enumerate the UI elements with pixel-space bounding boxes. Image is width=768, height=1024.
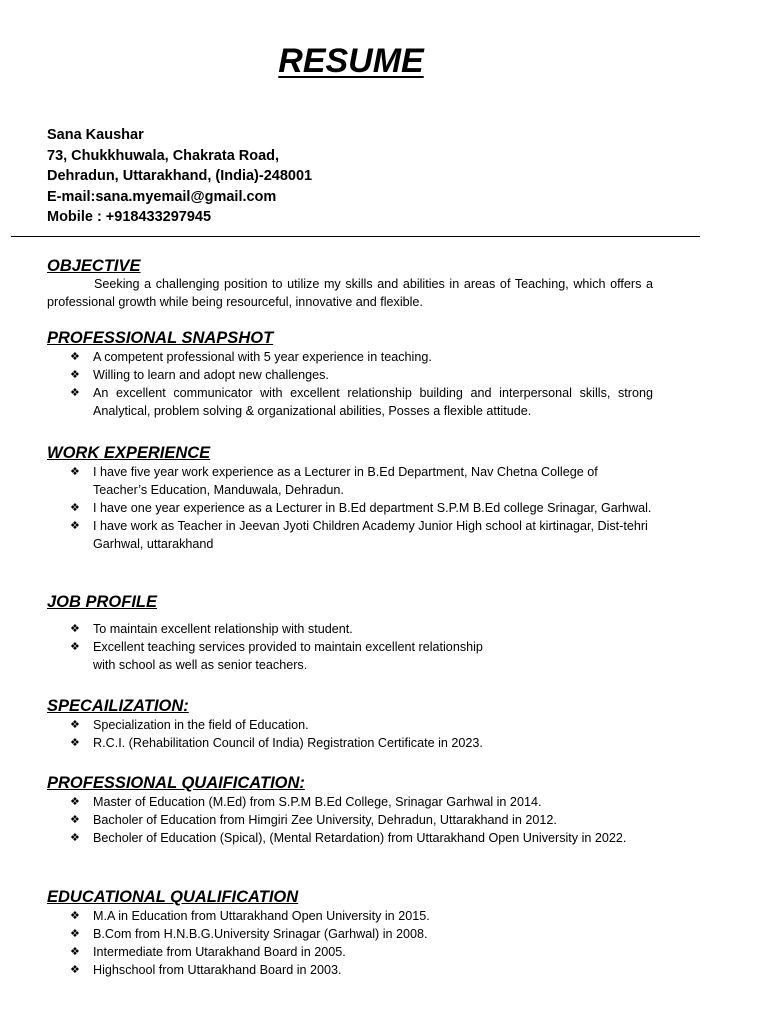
list-item-text: A competent professional with 5 year experience in teaching.: [93, 350, 432, 364]
list-item-text: Intermediate from Utarakhand Board in 2005.: [93, 945, 346, 959]
diamond-bullet-icon: ❖: [70, 641, 80, 653]
contact-address-line2: Dehradun, Uttarakhand, (India)-248001: [47, 168, 313, 185]
contact-address-line1: 73, Chukkhuwala, Chakrata Road,: [47, 147, 280, 164]
list-item-text: I have five year work experience as a Lecturer in B.Ed Department, Nav Chetna College of Teacher’s Education, Manduwala, Dehradun.: [93, 465, 598, 497]
list-item: [47, 943, 653, 961]
list-item: [47, 734, 653, 752]
diamond-bullet-icon: ❖: [70, 964, 80, 976]
list-item: [47, 366, 653, 384]
diamond-bullet-icon: ❖: [70, 623, 80, 635]
list-item-text: I have work as Teacher in Jeevan Jyoti Children Academy Junior High school at kirtinagar, Dist-tehri Garhwal, uttarakhand: [93, 519, 648, 551]
list-item-text: R.C.I. (Rehabilitation Council of India) Registration Certificate in 2023.: [93, 736, 483, 750]
diamond-bullet-icon: ❖: [70, 832, 80, 844]
list-item-text: Excellent teaching services provided to maintain excellent relationship with school as well as senior teachers.: [93, 640, 483, 672]
educational-qualification-list: [47, 907, 653, 979]
objective-section: [47, 256, 653, 311]
list-item: [47, 829, 653, 847]
header-divider: [11, 236, 700, 237]
contact-block: [47, 125, 312, 228]
specialization-list: [47, 716, 653, 752]
job-profile-list: [47, 620, 507, 674]
page-title: RESUME: [278, 42, 424, 80]
work-heading: WORK EXPERIENCE: [47, 444, 211, 462]
objective-text: Seeking a challenging position to utilize my skills and abilities in areas of Teaching, which offers a professional growth while being resourceful, innovative and flexible.: [47, 277, 653, 309]
diamond-bullet-icon: ❖: [70, 719, 80, 731]
list-item: [47, 463, 653, 499]
list-item: [47, 925, 653, 943]
diamond-bullet-icon: ❖: [70, 928, 80, 940]
snapshot-heading: PROFESSIONAL SNAPSHOT: [47, 329, 274, 347]
list-item: [47, 716, 653, 734]
contact-name: Sana Kaushar: [47, 127, 144, 143]
professional-qualification-list: [47, 793, 653, 847]
objective-heading: OBJECTIVE: [47, 257, 141, 275]
diamond-bullet-icon: ❖: [70, 520, 80, 532]
list-item-text: Master of Education (M.Ed) from S.P.M B.Ed College, Srinagar Garhwal in 2014.: [93, 795, 542, 809]
diamond-bullet-icon: ❖: [70, 502, 80, 514]
list-item-text: M.A in Education from Uttarakhand Open University in 2015.: [93, 909, 430, 923]
list-item-text: An excellent communicator with excellent relationship building and interpersonal skills, strong Analytical, problem solving & organizational abilities, Posses a flexible attitude.: [93, 386, 653, 418]
specialization-section: [47, 696, 653, 752]
job-profile-heading: JOB PROFILE: [47, 593, 158, 611]
contact-email: E-mail:sana.myemail@gmail.com: [47, 188, 277, 205]
list-item: [47, 517, 653, 553]
work-section: [47, 443, 653, 553]
diamond-bullet-icon: ❖: [70, 351, 80, 363]
list-item: [47, 907, 653, 925]
diamond-bullet-icon: ❖: [70, 910, 80, 922]
list-item: [47, 620, 507, 638]
diamond-bullet-icon: ❖: [70, 814, 80, 826]
list-item: [47, 384, 653, 420]
work-list: [47, 463, 653, 553]
list-item: [47, 499, 653, 517]
list-item: [47, 961, 653, 979]
job-profile-section: [47, 592, 653, 674]
educational-qualification-section: [47, 887, 653, 979]
list-item-text: Highschool from Uttarakhand Board in 2003.: [93, 963, 342, 977]
list-item-text: Becholer of Education (Spical), (Mental Retardation) from Uttarakhand Open University in 2022.: [93, 831, 627, 845]
educational-qualification-heading: EDUCATIONAL QUALIFICATION: [47, 888, 299, 906]
professional-qualification-section: [47, 773, 653, 847]
snapshot-list: [47, 348, 653, 420]
list-item: [47, 793, 653, 811]
list-item: [47, 638, 507, 674]
professional-qualification-heading: PROFESSIONAL QUAIFICATION:: [47, 774, 305, 792]
list-item-text: I have one year experience as a Lecturer in B.Ed department S.P.M B.Ed college Srinagar, Garhwal.: [93, 501, 652, 515]
diamond-bullet-icon: ❖: [70, 466, 80, 478]
list-item-text: To maintain excellent relationship with student.: [93, 622, 353, 636]
diamond-bullet-icon: ❖: [70, 796, 80, 808]
list-item-text: Willing to learn and adopt new challenges.: [93, 368, 329, 382]
list-item-text: Specialization in the field of Education.: [93, 718, 309, 732]
contact-mobile: Mobile : +918433297945: [47, 209, 212, 226]
diamond-bullet-icon: ❖: [70, 387, 80, 399]
diamond-bullet-icon: ❖: [70, 946, 80, 958]
snapshot-section: [47, 328, 653, 420]
list-item: [47, 811, 653, 829]
specialization-heading: SPECAILIZATION:: [47, 697, 189, 715]
list-item: [47, 348, 653, 366]
diamond-bullet-icon: ❖: [70, 737, 80, 749]
diamond-bullet-icon: ❖: [70, 369, 80, 381]
list-item-text: B.Com from H.N.B.G.University Srinagar (Garhwal) in 2008.: [93, 927, 428, 941]
list-item-text: Bacholer of Education from Himgiri Zee University, Dehradun, Uttarakhand in 2012.: [93, 813, 557, 827]
